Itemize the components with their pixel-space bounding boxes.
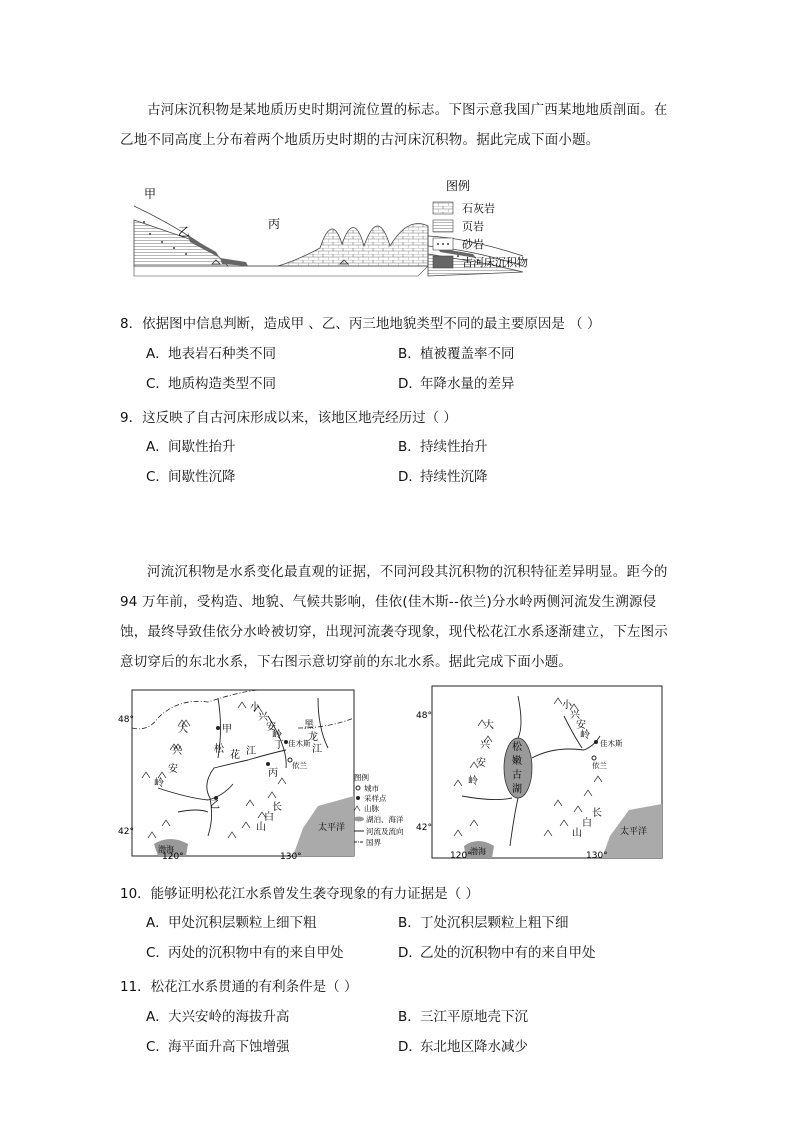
label-bing: 丙 — [268, 217, 281, 231]
svg-text:丙: 丙 — [268, 768, 278, 779]
svg-text:120°: 120° — [450, 851, 472, 861]
svg-text:依兰: 依兰 — [592, 761, 607, 770]
svg-text:乙: 乙 — [210, 800, 220, 811]
svg-text:江: 江 — [246, 746, 256, 757]
svg-text:48°: 48° — [118, 715, 134, 725]
legend-sandstone: 砂岩 — [462, 238, 484, 251]
svg-text:江: 江 — [312, 744, 322, 755]
svg-text:安: 安 — [266, 722, 276, 733]
svg-text:松: 松 — [512, 742, 522, 753]
question-8-option-d[interactable]: D．年降水量的差异 — [398, 376, 515, 392]
question-9-stem: 9．这反映了自古河床形成以来，该地区地壳经历过（ ） — [120, 410, 457, 426]
svg-text:渤海: 渤海 — [470, 847, 486, 856]
svg-text:兴: 兴 — [172, 746, 182, 757]
legend-shale: 页岩 — [462, 220, 484, 233]
svg-text:丁: 丁 — [274, 740, 284, 751]
question-9-option-b[interactable]: B．持续性抬升 — [398, 439, 488, 455]
svg-text:长: 长 — [592, 808, 602, 819]
question-11-option-c[interactable]: C．海平面升高下蚀增强 — [146, 1039, 290, 1055]
svg-text:120°: 120° — [162, 852, 184, 862]
question-10-option-c[interactable]: C．丙处的沉积物中有的来自甲处 — [146, 945, 344, 961]
svg-text:岭: 岭 — [154, 778, 164, 789]
svg-text:依兰: 依兰 — [292, 761, 307, 770]
question-10-option-b[interactable]: B．丁处沉积层颗粒上粗下细 — [398, 915, 569, 931]
map-left — [118, 688, 404, 862]
svg-text:太平洋: 太平洋 — [318, 823, 346, 833]
svg-text:黑: 黑 — [304, 720, 314, 731]
svg-text:山: 山 — [256, 822, 266, 833]
svg-text:松: 松 — [214, 744, 224, 755]
cross-section-figure — [128, 176, 558, 280]
svg-text:岭: 岭 — [272, 730, 282, 741]
question-10-stem: 10．能够证明松花江水系曾发生袭夺现象的有力证据是（ ） — [120, 886, 479, 902]
svg-text:安: 安 — [476, 758, 486, 769]
svg-text:岭: 岭 — [580, 730, 590, 741]
svg-text:山: 山 — [572, 828, 582, 839]
svg-text:渤海: 渤海 — [158, 845, 174, 854]
question-9-option-d[interactable]: D．持续性沉降 — [398, 469, 488, 485]
question-9-option-c[interactable]: C．间歇性沉降 — [146, 469, 236, 485]
svg-text:甲: 甲 — [222, 724, 232, 735]
question-11-option-d[interactable]: D．东北地区降水减少 — [398, 1039, 528, 1055]
svg-text:安: 安 — [168, 764, 178, 775]
svg-text:佳木斯: 佳木斯 — [600, 739, 623, 748]
question-8-option-a[interactable]: A．地表岩石种类不同 — [146, 346, 276, 362]
svg-text:小: 小 — [562, 700, 572, 711]
svg-text:小: 小 — [250, 702, 260, 713]
svg-text:白: 白 — [582, 818, 592, 829]
svg-text:嫩: 嫩 — [512, 756, 522, 767]
label-jia: 甲 — [144, 187, 157, 201]
question-8-stem: 8．依据图中信息判断，造成甲 、乙、丙三地地貌类型不同的最主要原因是 （ ） — [120, 316, 601, 332]
label-yi: 乙 — [178, 225, 191, 239]
svg-text:古: 古 — [512, 770, 522, 781]
legend-limestone: 石灰岩 — [462, 202, 495, 215]
svg-text:图例: 图例 — [354, 773, 369, 782]
section1-intro: 古河床沉积物是某地质历史时期河流位置的标志。下图示意我国广西某地地质剖面。在乙地不同高度上分布着两个地质历史时期的古河床沉积物。据此完成下面小题。 — [120, 102, 668, 148]
svg-text:48°: 48° — [416, 711, 432, 721]
svg-text:130°: 130° — [586, 851, 608, 861]
question-9-option-a[interactable]: A．间歇性抬升 — [146, 439, 236, 455]
svg-text:兴: 兴 — [258, 712, 268, 723]
svg-text:湖泊、海洋: 湖泊、海洋 — [366, 815, 404, 824]
svg-text:兴: 兴 — [570, 710, 580, 721]
legend-riverbed: 古河床沉积物 — [462, 256, 528, 269]
question-8-option-b[interactable]: B．植被覆盖率不同 — [398, 346, 515, 362]
map-right — [414, 686, 664, 860]
svg-text:兴: 兴 — [480, 740, 490, 751]
legend-title: 图例 — [446, 179, 471, 193]
svg-text:大: 大 — [484, 720, 494, 731]
svg-text:佳木斯: 佳木斯 — [288, 739, 311, 748]
svg-text:大: 大 — [178, 724, 188, 735]
svg-text:花: 花 — [230, 750, 240, 761]
svg-text:岭: 岭 — [468, 776, 478, 787]
svg-text:城市: 城市 — [364, 784, 379, 793]
svg-text:42°: 42° — [416, 823, 432, 833]
svg-text:42°: 42° — [118, 827, 134, 837]
svg-text:太平洋: 太平洋 — [620, 827, 648, 837]
question-11-stem: 11．松花江水系贯通的有利条件是（ ） — [120, 979, 358, 995]
svg-text:龙: 龙 — [308, 732, 318, 743]
section2-intro: 河流沉积物是水系变化最直观的证据，不同河段其沉积物的沉积特征差异明显。距今的94 万年前，受构造、地貌、气候共影响，佳依(佳木斯--依兰)分水岭两侧河流发生溯源侵蚀，最终导致佳依分水岭被切穿，出现河流袭夺现象，现代松花江水系逐渐建立，下左图示意切穿后的东北水系，下右图示意切穿前的东北水系。据此完成下面小题。 — [120, 564, 668, 670]
question-10-option-d[interactable]: D．乙处的沉积物中有的来自甲处 — [398, 945, 596, 961]
svg-text:长: 长 — [272, 802, 282, 813]
svg-text:山脉: 山脉 — [364, 804, 379, 813]
question-10-option-a[interactable]: A．甲处沉积层颗粒上细下粗 — [146, 915, 317, 931]
svg-text:湖: 湖 — [512, 784, 522, 795]
svg-text:采样点: 采样点 — [364, 794, 387, 803]
svg-text:河流及流向: 河流及流向 — [366, 827, 404, 836]
svg-text:130°: 130° — [280, 852, 302, 862]
question-11-option-b[interactable]: B．三江平原地壳下沉 — [398, 1009, 528, 1025]
svg-text:国界: 国界 — [366, 838, 381, 847]
question-8-option-c[interactable]: C．地质构造类型不同 — [146, 376, 276, 392]
map-left-legend — [354, 772, 404, 847]
svg-text:白: 白 — [264, 812, 274, 823]
question-11-option-a[interactable]: A．大兴安岭的海拔升高 — [146, 1009, 290, 1025]
svg-text:安: 安 — [576, 720, 586, 731]
